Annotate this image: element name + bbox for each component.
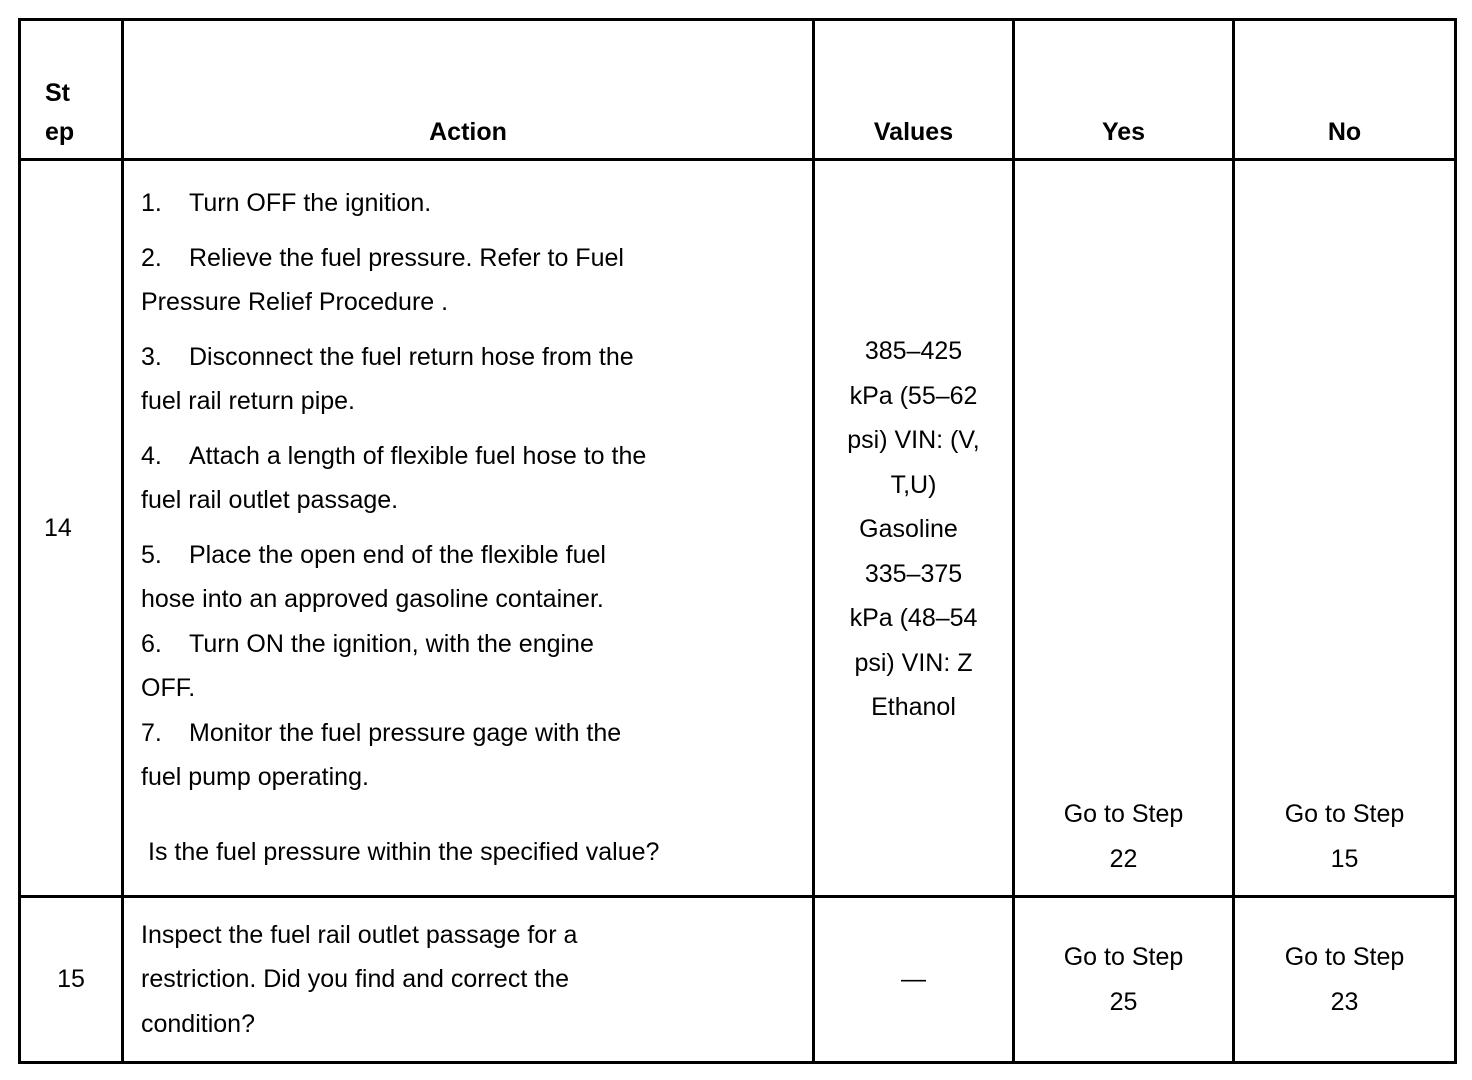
header-action-label: Action — [429, 118, 507, 146]
header-values-label: Values — [873, 118, 954, 146]
header-yes — [1014, 20, 1234, 160]
action-text-line: condition? — [141, 1009, 255, 1038]
header-step — [20, 20, 123, 160]
header-step-label: St ep — [45, 79, 75, 146]
no-cell — [1234, 160, 1456, 897]
table-row-step-14 — [20, 160, 1456, 897]
header-no-label: No — [1327, 118, 1362, 146]
action-cell — [123, 897, 814, 1063]
action-step: 1. Turn OFF the ignition. — [141, 189, 432, 217]
no-cell — [1234, 897, 1456, 1063]
action-question: Is the fuel pressure within the specified value? — [148, 837, 660, 866]
diagnostic-table — [18, 18, 1457, 1064]
values-text: — — [901, 965, 926, 994]
action-cell — [123, 160, 814, 897]
yes-goto: Go to Step 25 — [1063, 943, 1184, 1016]
values-cell — [814, 897, 1014, 1063]
step-cell — [20, 160, 123, 897]
action-text-line: restriction. Did you find and correct the — [141, 965, 569, 994]
no-goto: Go to Step 15 — [1284, 800, 1405, 873]
action-step: 4. Attach a length of flexible fuel hose to the fuel rail outlet passage. — [141, 441, 647, 514]
table-row-step-15 — [20, 897, 1456, 1063]
action-steps-list — [141, 181, 812, 800]
values-cell — [814, 160, 1014, 897]
header-action — [123, 20, 814, 160]
yes-cell — [1014, 160, 1234, 897]
header-no — [1234, 20, 1456, 160]
no-goto: Go to Step 23 — [1284, 943, 1405, 1016]
step-cell — [20, 897, 123, 1063]
action-step: 6. Turn ON the ignition, with the engine OFF. — [141, 629, 594, 702]
yes-cell — [1014, 897, 1234, 1063]
step-number: 15 — [57, 965, 85, 993]
header-values — [814, 20, 1014, 160]
action-step: 5. Place the open end of the flexible fuel hose into an approved gasoline container. — [141, 540, 606, 613]
header-yes-label: Yes — [1101, 118, 1146, 146]
action-step: 7. Monitor the fuel pressure gage with the fuel pump operating. — [141, 718, 622, 791]
step-number: 14 — [44, 513, 72, 542]
values-text: 385–425 kPa (55–62 psi) VIN: (V, T,U) Gasoline 335–375 kPa (48–54 psi) VIN: Z Ethanol — [847, 337, 980, 721]
action-text-line: Inspect the fuel rail outlet passage for a — [141, 920, 578, 949]
action-step: 3. Disconnect the fuel return hose from the fuel rail return pipe. — [141, 342, 634, 415]
yes-goto: Go to Step 22 — [1063, 800, 1184, 873]
action-step: 2. Relieve the fuel pressure. Refer to Fuel Pressure Relief Procedure . — [141, 243, 624, 316]
header-row — [20, 20, 1456, 160]
